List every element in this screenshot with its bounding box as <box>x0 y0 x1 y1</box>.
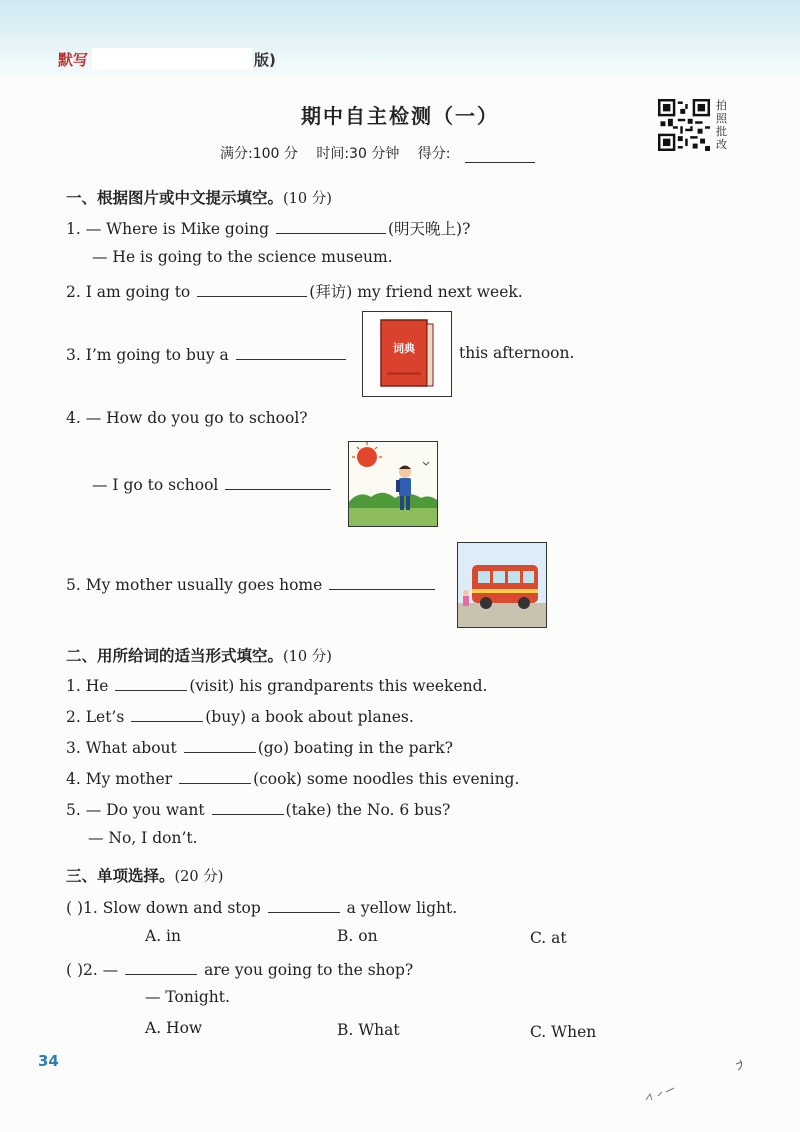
answer-blank[interactable] <box>329 574 435 590</box>
time-limit: 时间:30 分钟 <box>316 146 400 162</box>
brand-label: 默写 <box>58 50 89 69</box>
dictionary-picture <box>362 311 452 397</box>
question-text: I’m going to buy a <box>85 346 229 364</box>
answer-blank[interactable] <box>197 281 307 297</box>
s2-q5 <box>66 799 450 819</box>
bus-picture <box>457 542 547 628</box>
question-text: What about <box>85 739 177 757</box>
walking-boy-icon <box>349 442 437 526</box>
question-text: He <box>85 677 109 695</box>
question-text: Slow down and stop <box>102 899 261 917</box>
score-info <box>220 143 549 163</box>
full-score: 满分:100 分 <box>220 146 298 162</box>
section-1-title: 一、根据图片或中文提示填空。 <box>66 189 284 207</box>
question-text: My mother usually goes home <box>85 576 323 594</box>
question-number: 5. <box>66 801 81 819</box>
s1-q5 <box>66 574 437 594</box>
question-text: a yellow light. <box>346 899 458 917</box>
answer-blank[interactable] <box>131 706 203 722</box>
answer-blank <box>268 897 340 913</box>
section-2-points: (10 分) <box>283 649 332 665</box>
question-number: 3. <box>66 739 81 757</box>
s1-q3 <box>66 344 348 364</box>
question-text: — Do you want <box>85 801 205 819</box>
question-text: (cook) some noodles this evening. <box>253 770 520 788</box>
option-a: A. How <box>145 1019 203 1037</box>
question-text: are you going to the shop? <box>204 961 414 979</box>
s1-q4-line1 <box>66 409 308 427</box>
section-3-heading <box>66 864 223 886</box>
score-blank[interactable] <box>465 148 535 163</box>
question-number: 1. <box>66 677 81 695</box>
qr-caption: 拍照批改 <box>716 99 727 151</box>
s2-q4 <box>66 768 519 788</box>
answer-blank <box>125 959 197 975</box>
s1-q2 <box>66 280 523 302</box>
option-b: B. on <box>337 927 378 945</box>
qr-code-icon[interactable] <box>658 99 710 151</box>
answer-blank[interactable] <box>115 675 187 691</box>
question-number: 4. <box>66 770 81 788</box>
question-number: 4. <box>66 409 81 427</box>
option-c: C. When <box>530 1023 597 1041</box>
section-1-points: (10 分) <box>283 191 332 207</box>
page-number: 34 <box>38 1052 59 1070</box>
score-label: 得分: <box>417 146 451 162</box>
answer-blank[interactable] <box>276 218 386 234</box>
question-text: — <box>102 961 119 979</box>
answer-blank[interactable] <box>184 737 256 753</box>
pencil-marks <box>640 1056 750 1106</box>
page-title: 期中自主检测（一） <box>301 104 499 128</box>
book-tab <box>58 46 276 72</box>
section-2-title: 二、用所给词的适当形式填空。 <box>66 647 284 665</box>
section-3-points: (20 分) <box>174 869 224 885</box>
section-1-heading <box>66 186 332 208</box>
question-text: I am going to <box>85 283 191 301</box>
walking-picture <box>348 441 438 527</box>
question-text: — How do you go to school? <box>85 409 308 427</box>
dictionary-icon <box>363 312 451 396</box>
question-text: — Where is Mike going <box>85 220 270 238</box>
s1-q1-line2: — He is going to the science museum. <box>92 248 393 266</box>
question-hint: (明天晚上)? <box>387 220 471 238</box>
question-text: (take) the No. 6 bus? <box>285 801 451 819</box>
s1-q3-end: this afternoon. <box>459 344 575 362</box>
s2-q3 <box>66 737 453 757</box>
question-text: (visit) his grandparents this weekend. <box>189 677 488 695</box>
question-text: My mother <box>85 770 173 788</box>
edition-label: 版) <box>254 50 276 69</box>
s2-q1 <box>66 675 487 695</box>
question-number: 5. <box>66 576 81 594</box>
dictionary-label: 词典 <box>393 342 415 355</box>
bus-icon <box>458 543 546 627</box>
s2-q2 <box>66 706 414 726</box>
question-number: 1. <box>66 220 81 238</box>
question-text: (go) boating in the park? <box>257 739 453 757</box>
section-2-heading <box>66 644 332 666</box>
s2-q5-reply: — No, I don’t. <box>88 829 198 847</box>
s1-q4-line2 <box>92 474 333 494</box>
answer-paren[interactable]: ( )2. <box>66 961 98 979</box>
question-text: (buy) a book about planes. <box>205 708 414 726</box>
answer-blank[interactable] <box>179 768 251 784</box>
question-hint: (拜访) my friend next week. <box>309 283 523 301</box>
option-c: C. at <box>530 929 567 947</box>
answer-blank[interactable] <box>236 344 346 360</box>
s3-q2 <box>66 959 413 979</box>
option-a: A. in <box>145 927 181 945</box>
answer-blank[interactable] <box>212 799 284 815</box>
question-text: — I go to school <box>92 476 219 494</box>
s3-q2-reply: — Tonight. <box>145 988 230 1006</box>
answer-paren[interactable]: ( )1. <box>66 899 98 917</box>
question-number: 3. <box>66 346 81 364</box>
question-number: 2. <box>66 708 81 726</box>
answer-blank[interactable] <box>225 474 331 490</box>
option-b: B. What <box>337 1021 400 1039</box>
tab-cover <box>92 48 252 70</box>
question-number: 2. <box>66 283 81 301</box>
question-text: Let’s <box>85 708 125 726</box>
s1-q1-line1 <box>66 217 470 239</box>
s3-q1 <box>66 897 457 917</box>
section-3-title: 三、单项选择。 <box>66 867 175 885</box>
